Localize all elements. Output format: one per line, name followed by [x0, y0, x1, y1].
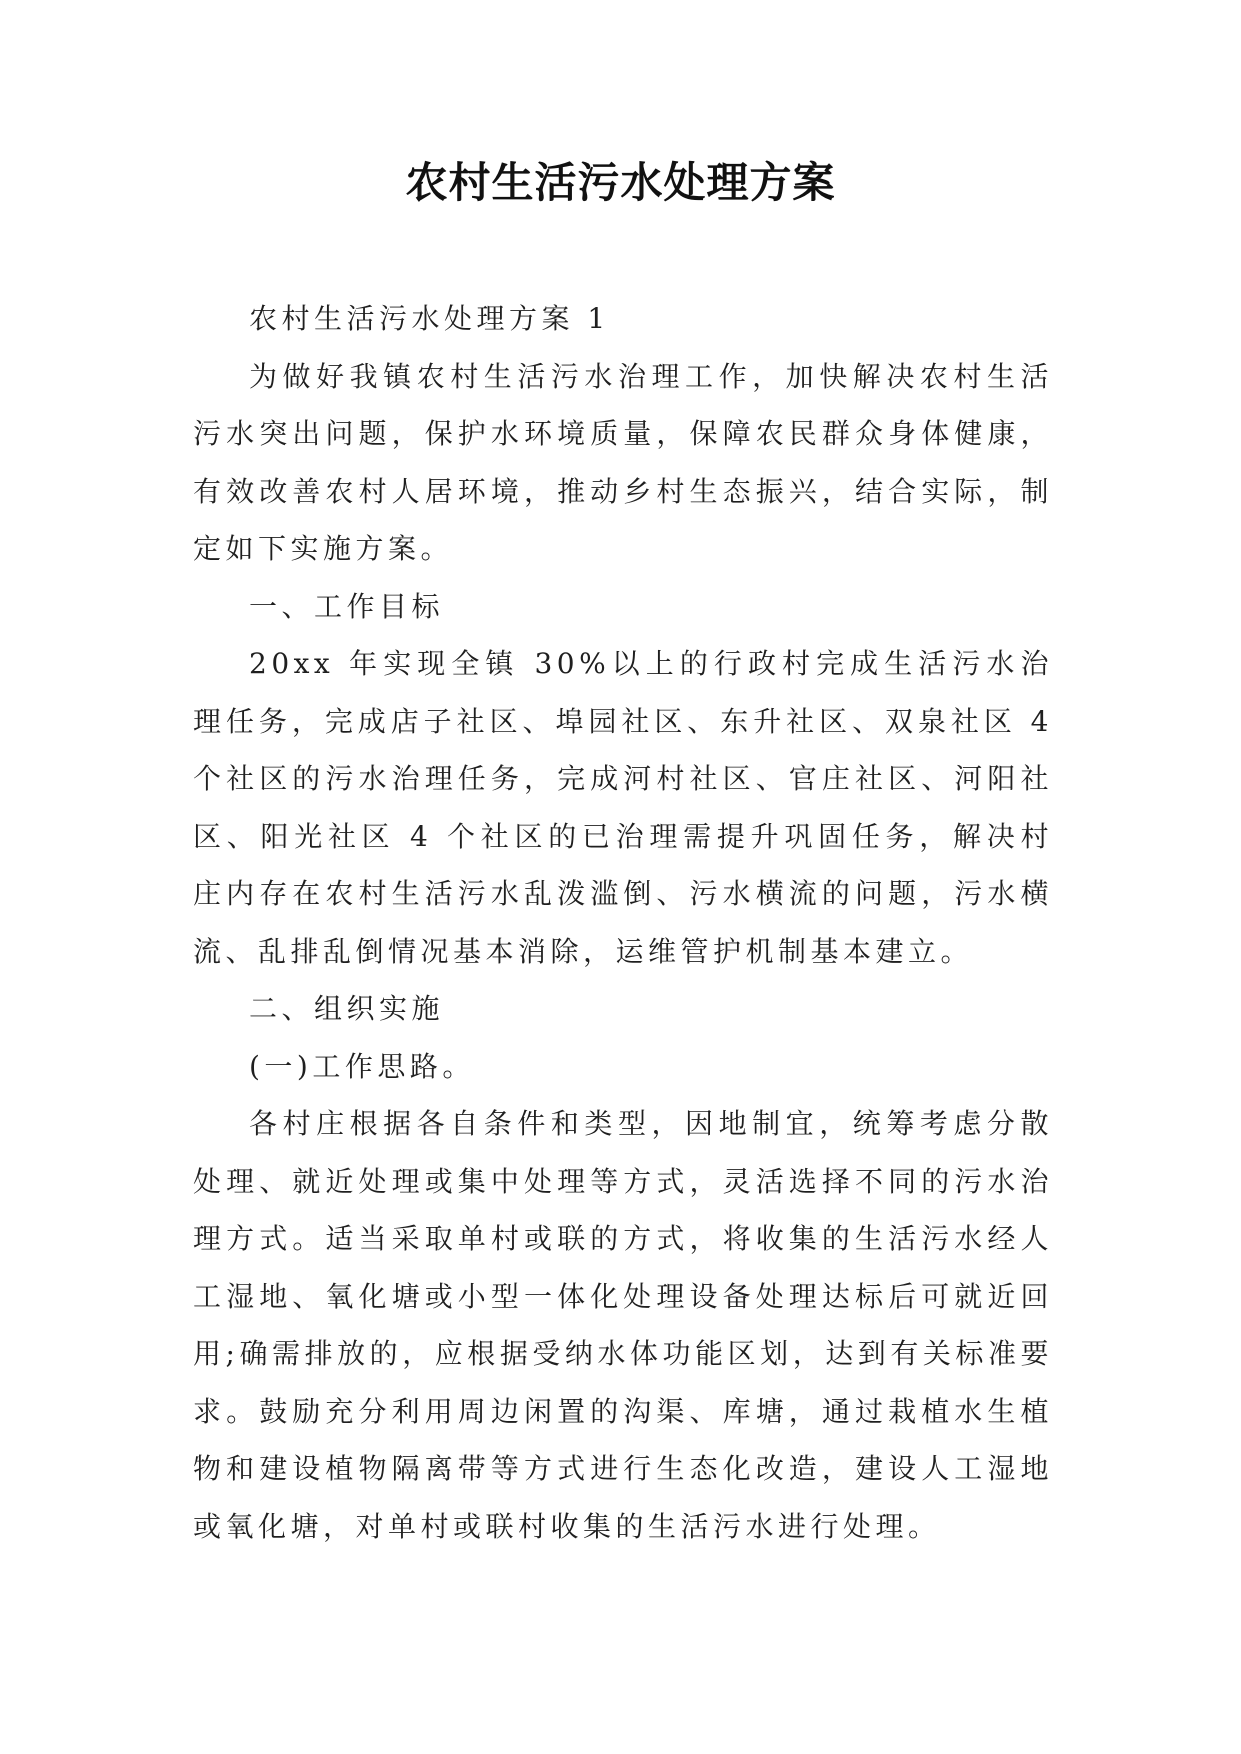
approach-paragraph: 各村庄根据各自条件和类型，因地制宜，统筹考虑分散处理、就近处理或集中处理等方式，灵活选择不同的污水治理方式。适当采取单村或联的方式，将收集的生活污水经人工湿地、氧化塘或小型一体化处理设备处理达标后可就近回用;确需排放的，应根据受纳水体功能区划，达到有关标准要求。鼓励充分利用周边闲置的沟渠、库塘，通过栽植水生植物和建设植物隔离带等方式进行生态化改造，建设人工湿地或氧化塘，对单村或联村收集的生活污水进行处理。 — [193, 1107, 1053, 1543]
goals-paragraph: 20xx 年实现全镇 30%以上的行政村完成生活污水治理任务，完成店子社区、埠园社区、东升社区、双泉社区 4 个社区的污水治理任务，完成河村社区、官庄社区、河阳社区、阳光社区 4 个社区的已治理需提升巩固任务，解决村庄内存在农村生活污水乱泼滥倒、污水横流的问题，污水横流、乱排乱倒情况基本消除，运维管护机制基本建立。 — [193, 647, 1053, 968]
intro-paragraph: 为做好我镇农村生活污水治理工作，加快解决农村生活污水突出问题，保护水环境质量，保障农民群众身体健康，有效改善农村人居环境，推动乡村生态振兴，结合实际，制定如下实施方案。 — [193, 359, 1053, 565]
section-heading-goals: 一、工作目标 — [249, 589, 445, 623]
section-heading-implementation: 二、组织实施 — [249, 992, 445, 1025]
document-body — [193, 290, 1053, 1555]
section-heading-plan-1: 农村生活污水处理方案 1 — [249, 302, 610, 335]
document-title: 农村生活污水处理方案 — [405, 158, 836, 207]
subheading-approach: (一)工作思路。 — [249, 1049, 475, 1083]
